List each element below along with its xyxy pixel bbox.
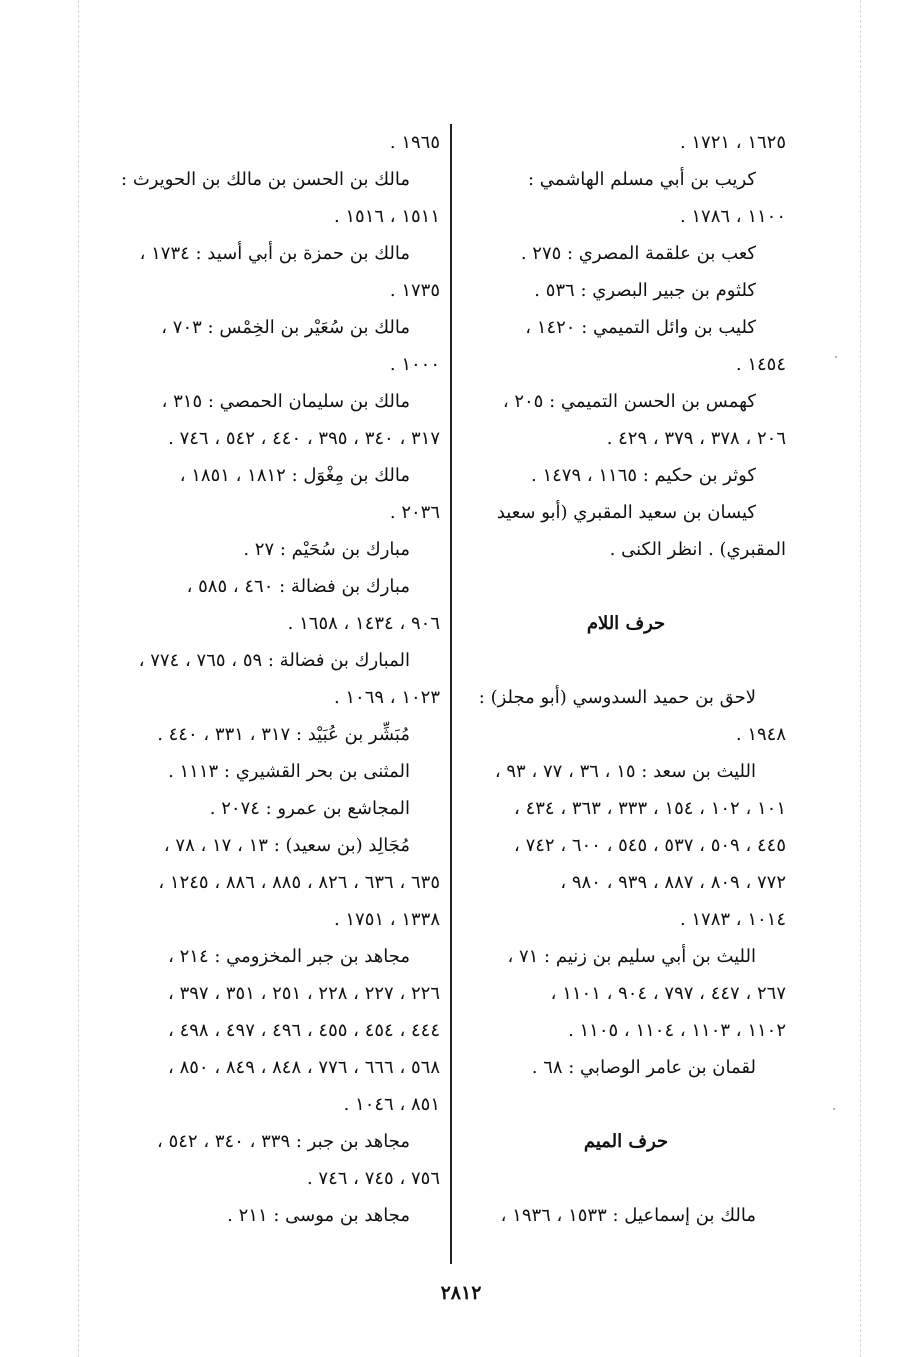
index-entry: الليث بن أبي سليم بن زنيم : ٧١ ، [507, 946, 756, 967]
index-entry: المبارك بن فضالة : ٥٩ ، ٧٦٥ ، ٧٧٤ ، [138, 650, 410, 671]
index-entry: المثنى بن بحر القشيري : ١١١٣ . [168, 761, 410, 782]
index-entry: مبارك بن فضالة : ٤٦٠ ، ٥٨٥ ، [186, 576, 410, 597]
index-line: ١١٠٠ ، ١٧٨٦ . [679, 206, 786, 227]
index-entry: مُبَشِّر بن عُبَيْد : ٣١٧ ، ٣٣١ ، ٤٤٠ . [157, 724, 410, 745]
index-entry: كليب بن وائل التميمي : ١٤٢٠ ، [525, 317, 756, 338]
index-line: ٢٠٣٦ . [389, 502, 440, 523]
index-line: ١١٠٢ ، ١١٠٣ ، ١١٠٤ ، ١١٠٥ . [568, 1020, 786, 1041]
index-entry: كيسان بن سعيد المقبري (أبو سعيد [496, 502, 756, 523]
index-entry: مالك بن الحسن بن مالك بن الحويرث : [121, 169, 410, 190]
index-line: ٨٥١ ، ١٠٤٦ . [343, 1094, 440, 1115]
scan-speck [835, 356, 837, 358]
index-line: ٤٤٤ ، ٤٥٤ ، ٤٥٥ ، ٤٩٦ ، ٤٩٧ ، ٤٩٨ ، [168, 1020, 440, 1041]
index-line: ٢٠٦ ، ٣٧٨ ، ٣٧٩ ، ٤٢٩ . [606, 428, 786, 449]
left-column [112, 124, 440, 1254]
index-entry: مالك بن سُعَيْر بن الخِمْس : ٧٠٣ ، [161, 317, 410, 338]
index-line: ٧٥٦ ، ٧٤٥ ، ٧٤٦ . [306, 1168, 440, 1189]
index-line: ٤٤٥ ، ٥٠٩ ، ٥٣٧ ، ٥٤٥ ، ٦٠٠ ، ٧٤٢ ، [514, 835, 786, 856]
index-line: ١٦٢٥ ، ١٧٢١ . [679, 132, 786, 153]
index-line: ٢٢٦ ، ٢٢٧ ، ٢٢٨ ، ٢٥١ ، ٣٥١ ، ٣٩٧ ، [168, 983, 440, 1004]
column-divider [450, 124, 452, 1264]
scan-speck [833, 1108, 835, 1110]
page-number: ٢٨١٢ [440, 1282, 482, 1304]
scan-fold-line [860, 0, 861, 1357]
index-line: ٦٣٥ ، ٦٣٦ ، ٨٢٦ ، ٨٨٥ ، ٨٨٦ ، ١٢٤٥ ، [158, 872, 440, 893]
index-line: ١٥١١ ، ١٥١٦ . [333, 206, 440, 227]
index-entry: مجاهد بن جبر : ٣٣٩ ، ٣٤٠ ، ٥٤٢ ، [157, 1131, 410, 1152]
right-column [466, 124, 786, 1254]
index-line: ١٠٢٣ ، ١٠٦٩ . [333, 687, 440, 708]
index-entry: مالك بن مِغْوَل : ١٨١٢ ، ١٨٥١ ، [179, 465, 410, 486]
index-entry: المجاشع بن عمرو : ٢٠٧٤ . [209, 798, 410, 819]
index-entry: مالك بن إسماعيل : ١٥٣٣ ، ١٩٣٦ ، [500, 1205, 756, 1226]
section-heading-lam: حرف اللام [586, 613, 666, 634]
index-entry: كهمس بن الحسن التميمي : ٢٠٥ ، [502, 391, 756, 412]
index-line: ٩٠٦ ، ١٤٣٤ ، ١٦٥٨ . [287, 613, 440, 634]
index-entry: مالك بن حمزة بن أبي أسيد : ١٧٣٤ ، [139, 243, 410, 264]
index-entry: لقمان بن عامر الوصابي : ٦٨ . [531, 1057, 756, 1078]
index-entry: مجاهد بن جبر المخزومي : ٢١٤ ، [168, 946, 410, 967]
index-entry: مبارك بن سُحَيْم : ٢٧ . [243, 539, 410, 560]
index-line: ١٠١٤ ، ١٧٨٣ . [679, 909, 786, 930]
index-line: ٣١٧ ، ٣٤٠ ، ٣٩٥ ، ٤٤٠ ، ٥٤٢ ، ٧٤٦ . [168, 428, 440, 449]
index-entry: لاحق بن حميد السدوسي (أبو مجلز) : [478, 687, 756, 708]
index-line: ٥٦٨ ، ٦٦٦ ، ٧٧٦ ، ٨٤٨ ، ٨٤٩ ، ٨٥٠ ، [168, 1057, 440, 1078]
index-line: ١٠٠٠ . [389, 354, 440, 375]
section-heading-mim: حرف الميم [583, 1131, 669, 1152]
scan-fold-line [78, 0, 79, 1357]
index-entry: الليث بن سعد : ١٥ ، ٣٦ ، ٧٧ ، ٩٣ ، [494, 761, 756, 782]
index-entry: كريب بن أبي مسلم الهاشمي : [528, 169, 756, 190]
index-line: ١٤٥٤ . [735, 354, 786, 375]
index-entry: مجاهد بن موسى : ٢١١ . [227, 1205, 410, 1226]
index-entry: كلثوم بن جبير البصري : ٥٣٦ . [534, 280, 756, 301]
index-entry: مالك بن سليمان الحمصي : ٣١٥ ، [161, 391, 410, 412]
index-line: ١٩٤٨ . [735, 724, 786, 745]
index-entry: كعب بن علقمة المصري : ٢٧٥ . [520, 243, 756, 264]
index-line: ١٠١ ، ١٠٢ ، ١٥٤ ، ٣٣٣ ، ٣٦٣ ، ٤٣٤ ، [514, 798, 786, 819]
index-entry: مُجَالِد (بن سعيد) : ١٣ ، ١٧ ، ٧٨ ، [163, 835, 410, 856]
index-line: ١٩٦٥ . [389, 132, 440, 153]
index-line: ٧٧٢ ، ٨٠٩ ، ٨٨٧ ، ٩٣٩ ، ٩٨٠ ، [560, 872, 786, 893]
index-line: ١٧٣٥ . [389, 280, 440, 301]
index-line: المقبري) . انظر الكنى . [609, 539, 786, 560]
index-line: ١٣٣٨ ، ١٧٥١ . [333, 909, 440, 930]
index-entry: كوثر بن حكيم : ١١٦٥ ، ١٤٧٩ . [530, 465, 756, 486]
index-line: ٢٦٧ ، ٤٤٧ ، ٧٩٧ ، ٩٠٤ ، ١١٠١ ، [550, 983, 786, 1004]
